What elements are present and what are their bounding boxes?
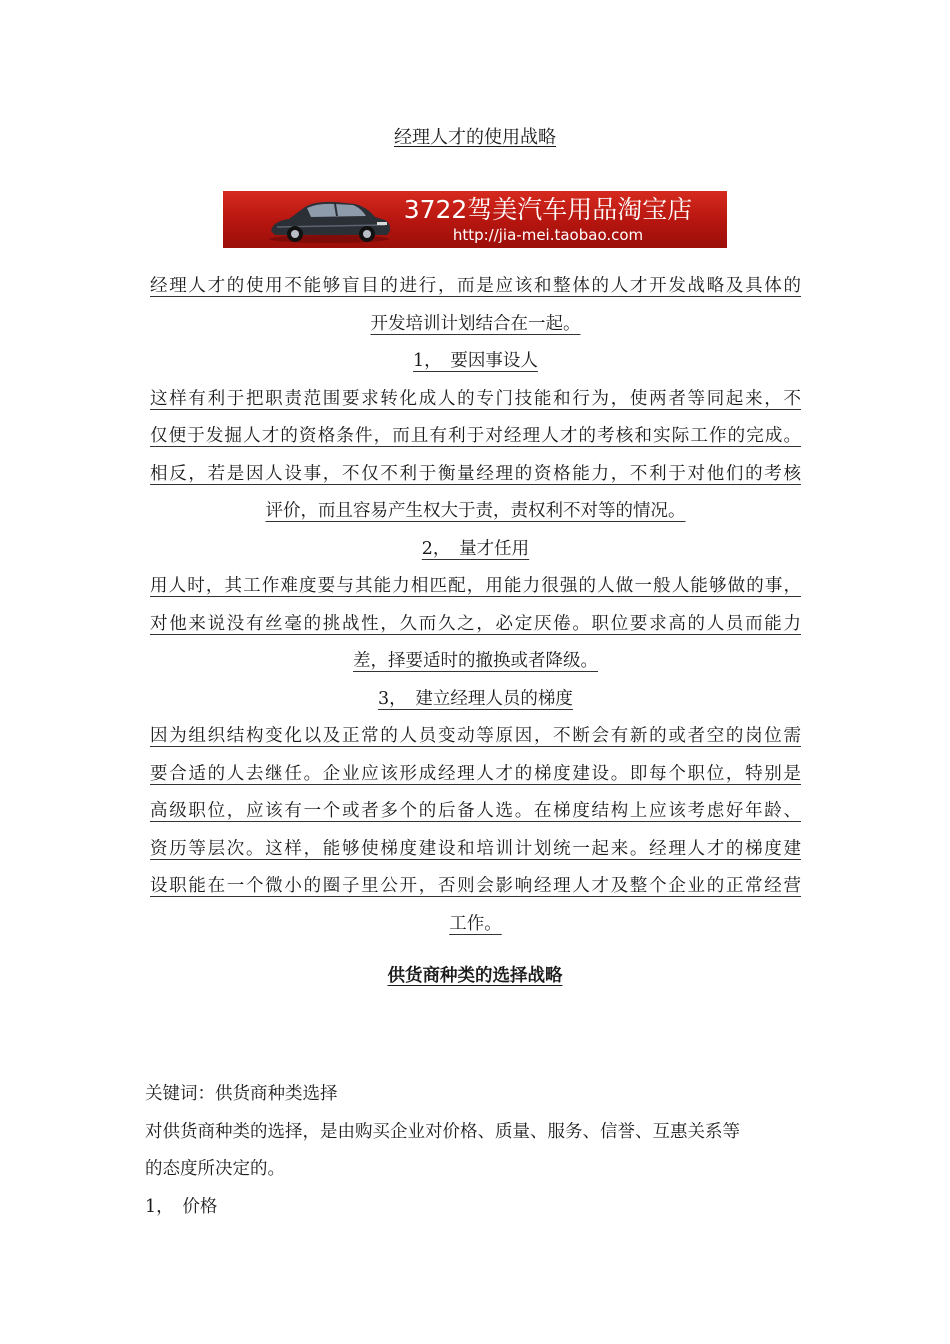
article-line-text: 用人时，其工作难度要与其能力相匹配，用能力很强的人做一般人能够做的事， — [150, 576, 801, 596]
article-line — [150, 493, 801, 531]
banner-url-text[interactable]: http://jia-mei.taobao.com — [452, 226, 644, 244]
article-line — [150, 793, 801, 831]
article-line-text: 对他来说没有丝毫的挑战性，久而久之，必定厌倦。职位要求高的人员而能力 — [150, 613, 801, 634]
section2-line: 关键词：供货商种类选择 — [145, 1084, 338, 1104]
banner-main-text[interactable]: 3722驾美汽车用品淘宝店 — [403, 195, 693, 224]
article-line-text: 差，择要适时的撤换或者降级。 — [353, 651, 598, 671]
article-line — [150, 681, 801, 719]
section2-title — [0, 964, 950, 988]
article-body — [150, 268, 801, 943]
article-line-text: 因为组织结构变化以及正常的人员变动等原因，不断会有新的或者空的岗位需 — [150, 726, 801, 746]
article-line — [150, 756, 801, 794]
article-line-text: 相反，若是因人设事，不仅不利于衡量经理的资格能力，不利于对他们的考核 — [150, 463, 801, 484]
section2-title-text: 供货商种类的选择战略 — [387, 966, 563, 986]
article-line — [150, 568, 801, 606]
section2-line: 对供货商种类的选择，是由购买企业对价格、质量、服务、信誉、互惠关系等 — [145, 1121, 740, 1142]
article-line — [150, 606, 801, 644]
section2-line: 1， 价格 — [145, 1196, 218, 1217]
article-line — [150, 343, 801, 381]
section2-line: 的态度所决定的。 — [145, 1159, 285, 1179]
section2-body — [145, 1076, 805, 1226]
article-line — [150, 718, 801, 756]
article-line — [150, 868, 801, 906]
article-line — [150, 418, 801, 456]
article-line — [150, 643, 801, 681]
article-line-text: 1， 要因事设人 — [413, 351, 538, 371]
article-line — [150, 268, 801, 306]
article-line — [150, 831, 801, 869]
article-line — [150, 456, 801, 494]
article-line — [150, 906, 801, 944]
article-line-text: 要合适的人去继任。企业应该形成经理人才的梯度建设。即每个职位，特别是 — [150, 763, 801, 784]
article-line — [150, 531, 801, 569]
article-line-text: 设职能在一个微小的圈子里公开，否则会影响经理人才及整个企业的正常经营 — [150, 876, 801, 896]
article-title-text: 经理人才的使用战略 — [394, 127, 556, 148]
article-line-text: 2， 量才任用 — [421, 538, 530, 559]
article-line-text: 仅便于发掘人才的资格条件，而且有利于对经理人才的考核和实际工作的完成。 — [150, 426, 801, 446]
article-line-text: 3， 建立经理人员的梯度 — [378, 688, 573, 709]
article-line-text: 评价，而且容易产生权大于责，责权利不对等的情况。 — [265, 501, 686, 521]
article-line-text: 经理人才的使用不能够盲目的进行，而是应该和整体的人才开发战略及具体的 — [150, 276, 801, 296]
ad-banner[interactable] — [223, 191, 727, 248]
article-line-text: 工作。 — [449, 913, 502, 934]
article-line-text: 资历等层次。这样，能够使梯度建设和培训计划统一起来。经理人才的梯度建 — [150, 838, 801, 859]
article-title — [0, 126, 950, 150]
article-line — [150, 381, 801, 419]
article-line-text: 高级职位，应该有一个或者多个的后备人选。在梯度结构上应该考虑好年龄、 — [150, 801, 801, 821]
article-line — [150, 306, 801, 344]
article-line-text: 开发培训计划结合在一起。 — [370, 313, 581, 334]
article-line-text: 这样有利于把职责范围要求转化成人的专门技能和行为，使两者等同起来，不 — [150, 388, 801, 409]
